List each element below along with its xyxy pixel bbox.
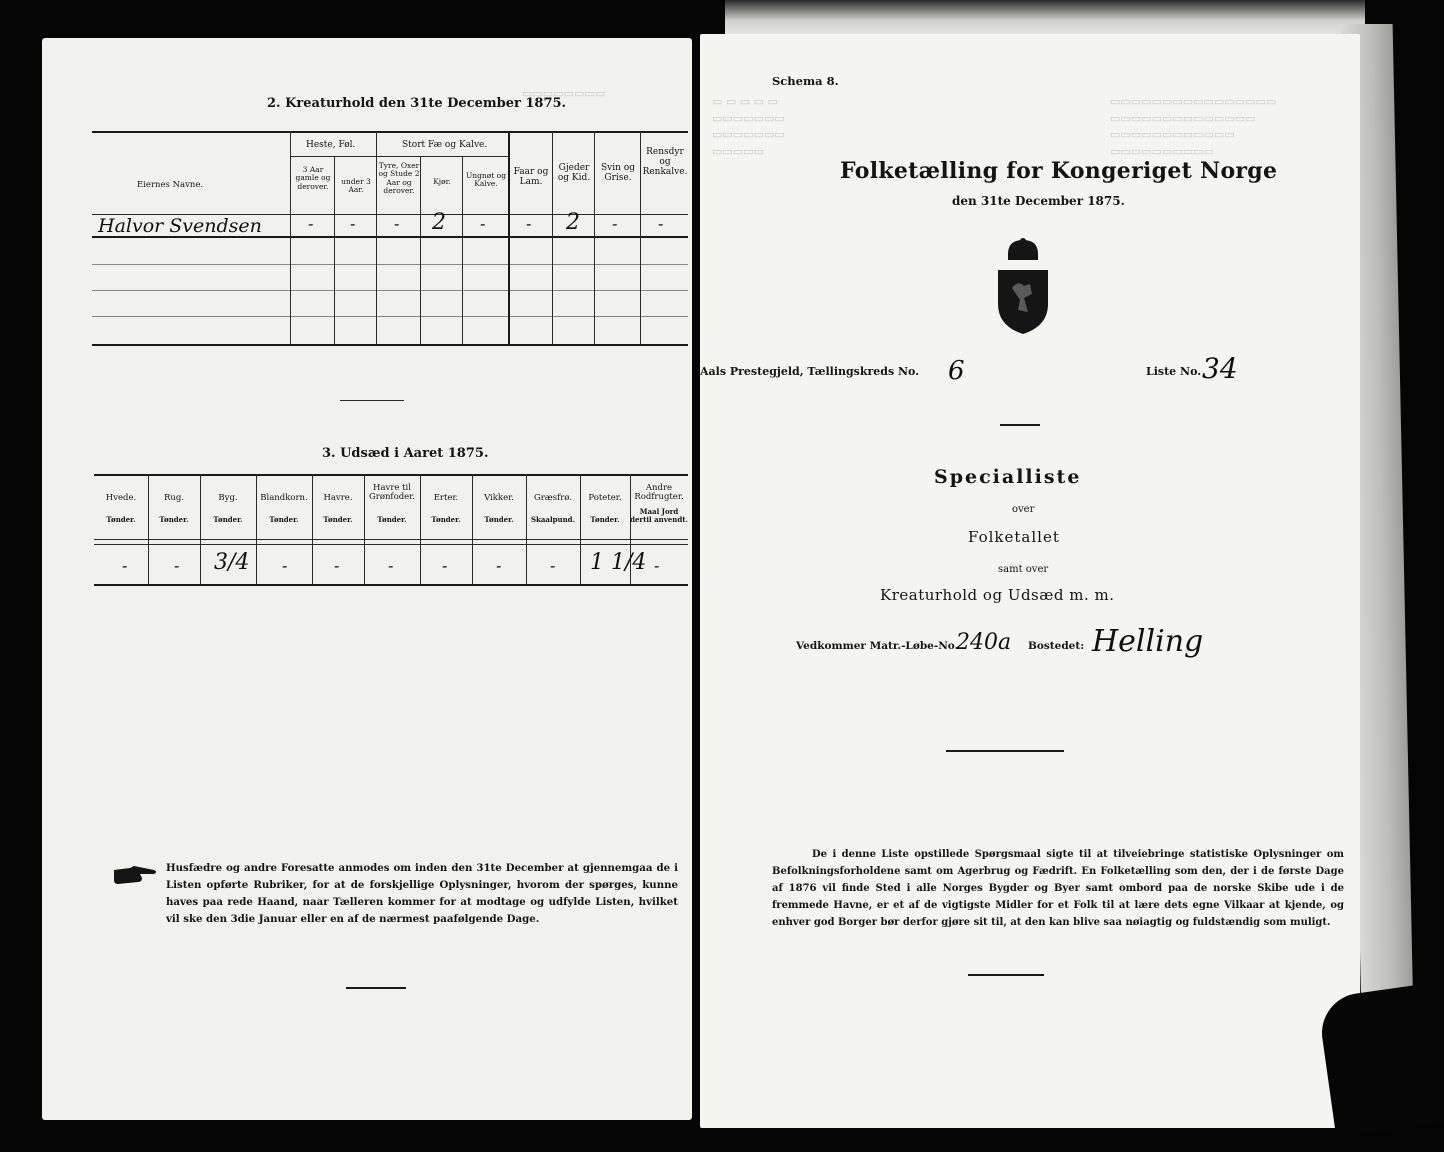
samt-over-text: samt over: [998, 564, 1049, 575]
bleed-through: ▭▭▭▭▭▭▭▭▭▭▭▭▭▭▭▭ ▭▭▭▭▭▭▭▭▭▭▭▭▭▭ ▭▭▭▭▭▭▭▭▭▭▭▭ ▭▭▭▭▭▭▭▭▭▭: [1110, 95, 1277, 158]
left-page: [42, 38, 692, 1120]
scan-thumb: [1317, 982, 1444, 1137]
table-col: [312, 474, 313, 584]
livestock-value: -: [658, 214, 664, 233]
special-list-title: Specialliste: [934, 466, 1082, 488]
table-col: [376, 131, 377, 344]
header-heste-sub1: 3 Aar gamle og derover.: [295, 165, 331, 191]
purpose-text: De i denne Liste opstillede Spørgsmaal sigte til at tilveiebringe statistiske Oplysninger om Befolkningsforholdene samt om Agerbrug og Fædrift. En Folketælling som den, der i de første Dage af 1876 vil finde Sted i alle Norges Bygder og Byer samt ombord paa de norske Skibe ude i de fremmede Havne, er et af de vigtigste Midler for et Folk til at lære dets egne Vilkaar at kjende, og enhver god Borger bør derfor gjøre sit til, at den kan blive saa nøiagtig og fuldstændig som muligt.: [772, 849, 1344, 928]
seed-value: -: [550, 556, 556, 575]
seed-value: -: [122, 556, 128, 575]
livestock-value: -: [394, 214, 400, 233]
livestock-value: 2: [432, 210, 446, 235]
list-number: 34: [1202, 352, 1238, 385]
table-rule: [92, 290, 688, 291]
separator: [968, 974, 1044, 976]
table-col: [552, 131, 553, 344]
table-col: [420, 156, 421, 344]
seed-value: -: [282, 556, 288, 575]
district-label: Aals Prestegjeld, Tællingskreds No.: [700, 365, 920, 378]
district-number: 6: [948, 356, 965, 386]
seed-header-unit: Tønder.: [484, 515, 514, 524]
folketallet-text: Folketallet: [968, 528, 1060, 546]
table-rule: [94, 539, 688, 540]
seed-value: -: [334, 556, 340, 575]
table-rule: [92, 131, 688, 133]
table-col: [256, 474, 257, 584]
seed-header-name: Græsfrø.: [533, 493, 573, 503]
livestock-value: -: [350, 214, 356, 233]
notice-text: Husfædre og andre Foresatte anmodes om inden den 31te December at gjennemgaa de i Listen opførte Rubriker, for at de forskjellige Oplysninger, hvorom der spørges, kunne haves paa rede Haand, naar Tælleren kommer for at modtage og udfylde Listen, hvilket vil ske den 3die Januar eller en af de nærmest paafølgende Dage.: [166, 862, 678, 925]
seed-value: 3/4: [214, 550, 250, 575]
header-owner: Eiernes Navne.: [137, 180, 204, 190]
seed-header-unit: Tønder.: [590, 515, 620, 524]
table-col: [640, 131, 641, 344]
seed-header-name: Havre.: [323, 493, 353, 503]
pointing-hand-icon: [112, 864, 158, 886]
table-col: [580, 474, 581, 584]
section2-title: 2. Kreaturhold den 31te December 1875.: [267, 96, 567, 111]
seed-header-name: Erter.: [433, 493, 459, 503]
livestock-value: -: [526, 214, 532, 233]
table-rule: [92, 264, 688, 265]
header-heste: Heste, Føl.: [306, 140, 356, 150]
header-stort-sub3: Ungnøt og Kalve.: [465, 171, 506, 189]
seed-value: -: [442, 556, 448, 575]
table-rule: [94, 584, 688, 586]
seed-header-unit: Tønder.: [106, 515, 136, 524]
livestock-value: -: [612, 214, 618, 233]
separator: [1000, 424, 1040, 426]
norwegian-coat-of-arms-icon: [994, 238, 1052, 336]
seed-header-unit: Tønder.: [377, 515, 407, 524]
bleed-through: ▭▭▭▭▭▭▭▭: [522, 87, 606, 100]
scan-top-strip: [725, 0, 1365, 34]
list-label: Liste No.: [1146, 365, 1202, 378]
seed-header-unit: Tønder.: [431, 515, 461, 524]
seed-header-name: Vikker.: [484, 493, 514, 503]
livestock-value: -: [308, 214, 314, 233]
table-rule: [290, 156, 376, 157]
matr-number: 240a: [956, 630, 1012, 655]
separator: [340, 400, 404, 401]
schema-number: Schema 8.: [772, 74, 839, 88]
seed-value: -: [174, 556, 180, 575]
header-stort-sub1: Tyre, Oxer og Stude 2 Aar og derover.: [378, 161, 420, 195]
header-heste-sub2: under 3 Aar.: [341, 177, 371, 195]
over-text: over: [1012, 504, 1035, 515]
livestock-value: 2: [566, 210, 580, 235]
table-col: [526, 474, 527, 584]
seed-header-name: Blandkorn.: [260, 493, 308, 503]
bosted-label: Bostedet:: [1028, 640, 1085, 652]
bleed-through: ▭ ▭ ▭ ▭ ▭ ▭▭▭▭▭▭▭ ▭▭▭▭▭▭▭ ▭▭▭▭▭: [712, 95, 785, 158]
table-col: [594, 131, 595, 344]
header-gjeder: Gjeder og Kid.: [557, 163, 591, 183]
table-col: [508, 131, 510, 344]
header-faar: Faar og Lam.: [513, 167, 549, 187]
seed-header-name: Andre Rodfrugter.: [634, 483, 684, 503]
table-col: [334, 156, 335, 344]
table-col: [472, 474, 473, 584]
table-col: [200, 474, 201, 584]
matr-label: Vedkommer Matr.-Løbe-No.: [796, 640, 959, 652]
separator: [946, 750, 1064, 752]
seed-value: -: [496, 556, 502, 575]
seed-value: -: [388, 556, 394, 575]
table-col: [462, 156, 463, 344]
header-stort-sub2: Kjør.: [433, 177, 451, 186]
table-rule: [94, 474, 688, 476]
table-rule: [92, 316, 688, 317]
seed-header-name: Byg.: [218, 493, 238, 503]
document-title: Folketælling for Kongeriget Norge: [840, 158, 1278, 184]
table-rule: [376, 156, 508, 157]
seed-header-unit: Tønder.: [269, 515, 299, 524]
seed-header-unit: Maal Jord dertil anvendt.: [630, 507, 688, 524]
table-rule: [94, 544, 688, 545]
seed-header-name: Rug.: [163, 493, 185, 503]
seed-header-unit: Tønder.: [323, 515, 353, 524]
seed-header-name: Hvede.: [105, 493, 137, 503]
seed-value: -: [654, 556, 660, 575]
seed-value: 1 1/4: [590, 550, 647, 575]
kreaturhold-text: Kreaturhold og Udsæd m. m.: [880, 586, 1115, 604]
seed-header-name: Havre til Grønfoder.: [368, 483, 415, 503]
seed-header-name: Poteter.: [588, 493, 622, 503]
livestock-value: -: [480, 214, 486, 233]
header-stort: Stort Fæ og Kalve.: [402, 140, 488, 150]
table-rule: [92, 344, 688, 346]
bosted-value: Helling: [1092, 624, 1204, 659]
owner-name: Halvor Svendsen: [98, 215, 262, 237]
table-col: [420, 474, 421, 584]
right-page: [700, 34, 1360, 1128]
seed-header-unit: Skaalpund.: [530, 515, 576, 524]
header-svin: Svin og Grise.: [601, 163, 635, 183]
section3-title: 3. Udsæd i Aaret 1875.: [322, 446, 489, 461]
header-rensdyr: Rensdyr og Renkalve.: [642, 147, 688, 177]
seed-header-unit: Tønder.: [213, 515, 243, 524]
seed-header-unit: Tønder.: [159, 515, 189, 524]
table-col: [290, 131, 291, 344]
document-date: den 31te December 1875.: [952, 194, 1125, 208]
separator: [346, 987, 406, 989]
table-col: [148, 474, 149, 584]
